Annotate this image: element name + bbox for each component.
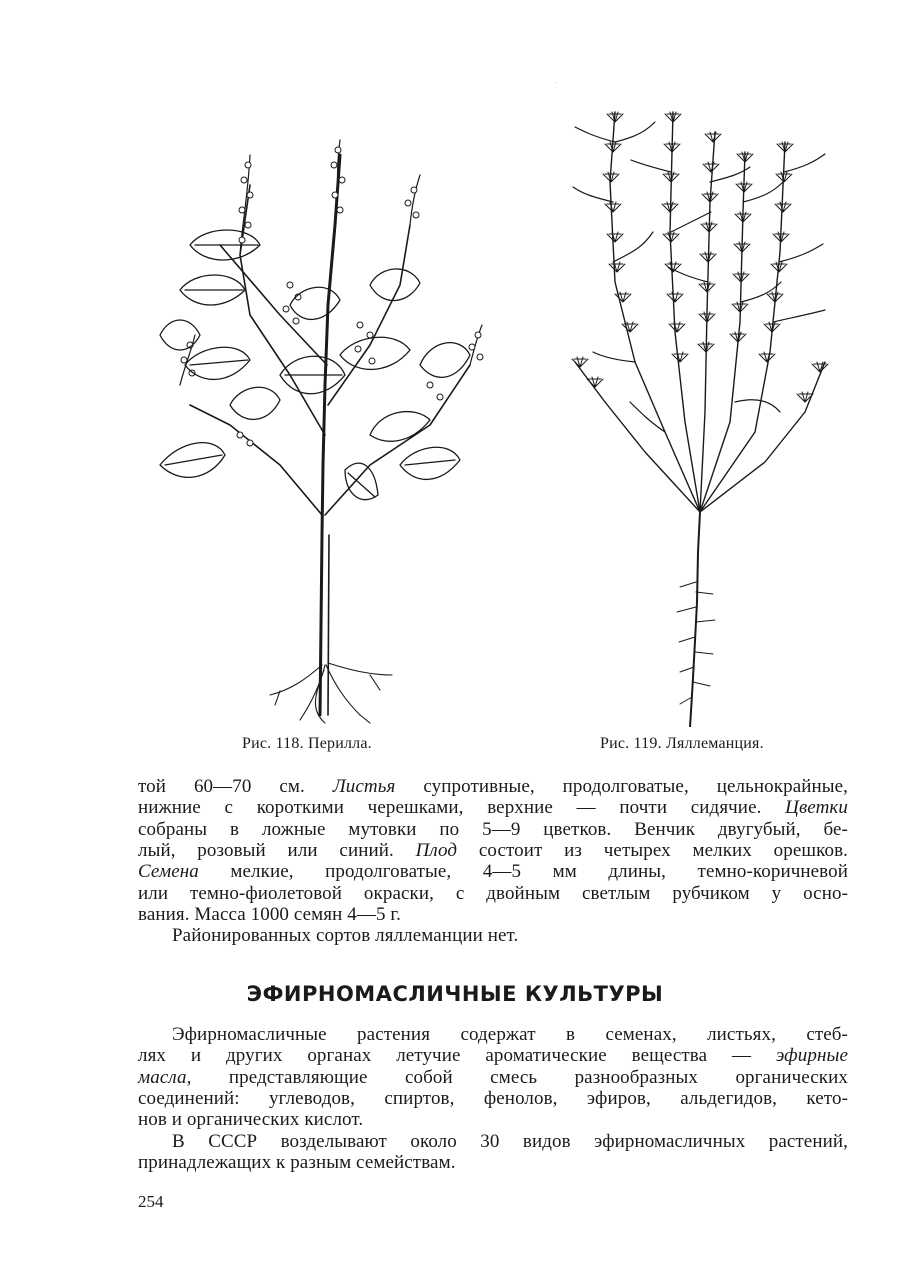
italic-term: масла, (138, 1066, 192, 1088)
text-line (138, 1045, 848, 1066)
italic-term: Цветки (785, 797, 848, 819)
text-run: нов и органических кислот. (138, 1109, 364, 1131)
italic-term: Листья (332, 776, 396, 797)
text-run: супротивные, продолговатые, цельнокрайные, (395, 776, 849, 797)
figure-118-caption: Рис. 118. Перилла. (242, 735, 372, 752)
text-run: состоит из четырех мелких орешков. (457, 839, 848, 861)
lallemantia-illustration (555, 82, 855, 727)
text-run: лях и других органах летучие ароматические вещества — (138, 1045, 776, 1067)
text-run: лый, розовый или синий. (138, 839, 416, 861)
text-run: собраны в ложные мутовки по 5—9 цветков. Венчик двугубый, бе- (138, 818, 848, 840)
text-line (138, 1152, 848, 1173)
text-run: мелкие, продолговатые, 4—5 мм длины, темно-коричневой (198, 861, 848, 883)
text-line (138, 1131, 848, 1152)
italic-term: эфирные (775, 1045, 848, 1067)
text-run: представляющие собой смесь разнообразных органических (191, 1066, 848, 1088)
text-run: нижние с короткими черешками, верхние — почти сидячие. (138, 797, 786, 819)
figure-119-caption: Рис. 119. Ляллеманция. (600, 735, 764, 752)
text-run: вания. Масса 1000 семян 4—5 г. (138, 903, 402, 925)
text-run: соединений: углеводов, спиртов, фенолов, эфиров, альдегидов, кето- (138, 1087, 848, 1109)
text-run: или темно-фиолетовой окраски, с двойным светлым рубчиком у осно- (138, 882, 848, 904)
text-line (138, 883, 848, 904)
text-line (138, 861, 848, 882)
section-heading: ЭФИРНОМАСЛИЧНЫЕ КУЛЬТУРЫ (246, 982, 664, 1006)
italic-term: Плод (415, 839, 458, 861)
text-line (138, 904, 848, 925)
text-line (138, 1109, 848, 1130)
text-line (138, 797, 848, 818)
text-run: принадлежащих к разным семействам. (138, 1151, 456, 1173)
text-run: Эфирномасличные растения содержат в семенах, листьях, стеб- (172, 1024, 848, 1045)
text-line (138, 819, 848, 840)
figure-perilla (130, 135, 530, 725)
text-line (138, 1024, 848, 1045)
figure-lallemantia (555, 82, 855, 727)
text-line (138, 840, 848, 861)
perilla-illustration (130, 135, 530, 725)
text-line (138, 776, 848, 797)
text-run: В СССР возделывают около 30 видов эфирномасличных растений, (172, 1130, 848, 1152)
text-run: Районированных сортов ляллеманции нет. (172, 925, 519, 947)
text-run: той 60—70 см. (138, 776, 333, 797)
text-line (138, 1088, 848, 1109)
text-line (138, 1067, 848, 1088)
text-line (138, 925, 848, 946)
page-number: 254 (138, 1192, 164, 1211)
italic-term: Семена (138, 861, 199, 883)
